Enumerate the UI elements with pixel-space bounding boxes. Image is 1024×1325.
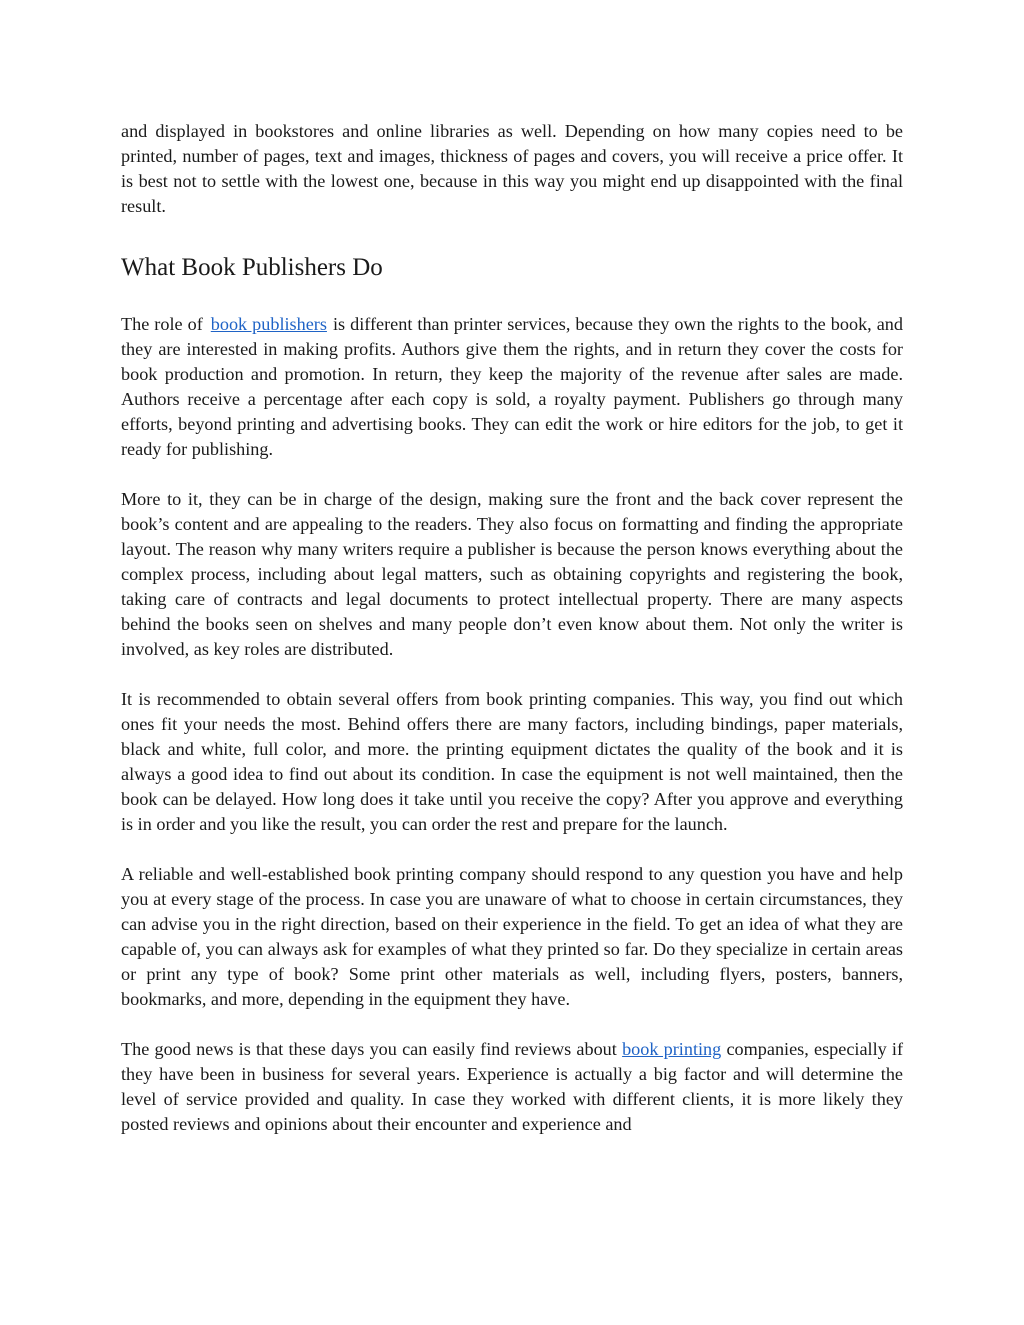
paragraph-offers: It is recommended to obtain several offers from book printing companies. This way, you find out which ones fit your needs the most. Behind offers there are many factors, including bindings, paper materials, black and white, full color, and more. the printing equipment dictates the quality of the book and it is always a good idea to find out about its condition. In case the equipment is not well maintained, then the book can be delayed. How long does it take until you receive the copy? After you approve and everything is in order and you like the result, you can order the rest and prepare for the launch. [121, 689, 903, 834]
paragraph-publishers-role [121, 312, 903, 462]
paragraph-reviews [121, 1037, 903, 1137]
paragraph-design: More to it, they can be in charge of the design, making sure the front and the back cover represent the book’s content and are appealing to the readers. They also focus on formatting and finding the appropriate layout. The reason why many writers require a publisher is because the person knows everything about the complex process, including about legal matters, such as obtaining copyrights and registering the book, taking care of contracts and legal documents to protect intellectual property. There are many aspects behind the books seen on shelves and many people don’t even know about them. Not only the writer is involved, as key roles are distributed. [121, 489, 903, 659]
paragraph-text: is different than printer services, because they own the rights to the book, and they are interested in making profits. Authors give them the rights, and in return they cover the costs for book production and promotion. In return, they keep the majority of the revenue after sales are made. Authors receive a percentage after each copy is sold, a royalty payment. Publishers go through many efforts, beyond printing and advertising books. They can edit the work or hire editors for the job, to get it ready for publishing. [121, 314, 903, 459]
book-publishers-link[interactable]: book publishers [210, 314, 327, 334]
paragraph-text: The role of [121, 314, 203, 334]
paragraph-text: companies, especially if they have been in business for several years. Experience is actually a big factor and will determine the level of service provided and quality. In case they worked with different clients, it is more likely they posted reviews and opinions about their encounter and experience and [121, 1039, 904, 1134]
document-page [121, 119, 903, 1137]
intro-paragraph: and displayed in bookstores and online libraries as well. Depending on how many copies need to be printed, number of pages, text and images, thickness of pages and covers, you will receive a price offer. It is best not to settle with the lowest one, because in this way you might end up disappointed with the final result. [121, 121, 903, 216]
paragraph-reliable-company: A reliable and well-established book printing company should respond to any question you have and help you at every stage of the process. In case you are unaware of what to choose in certain circumstances, they can advise you in the right direction, based on their experience in the field. To get an idea of what they are capable of, you can always ask for examples of what they printed so far. Do they specialize in certain areas or print any type of book? Some print other materials as well, including flyers, posters, banners, bookmarks, and more, depending in the equipment they have. [121, 864, 903, 1009]
section-heading: What Book Publishers Do [121, 254, 383, 281]
book-printing-link[interactable]: book printing [622, 1039, 722, 1059]
paragraph-text: The good news is that these days you can easily find reviews about [121, 1039, 617, 1059]
